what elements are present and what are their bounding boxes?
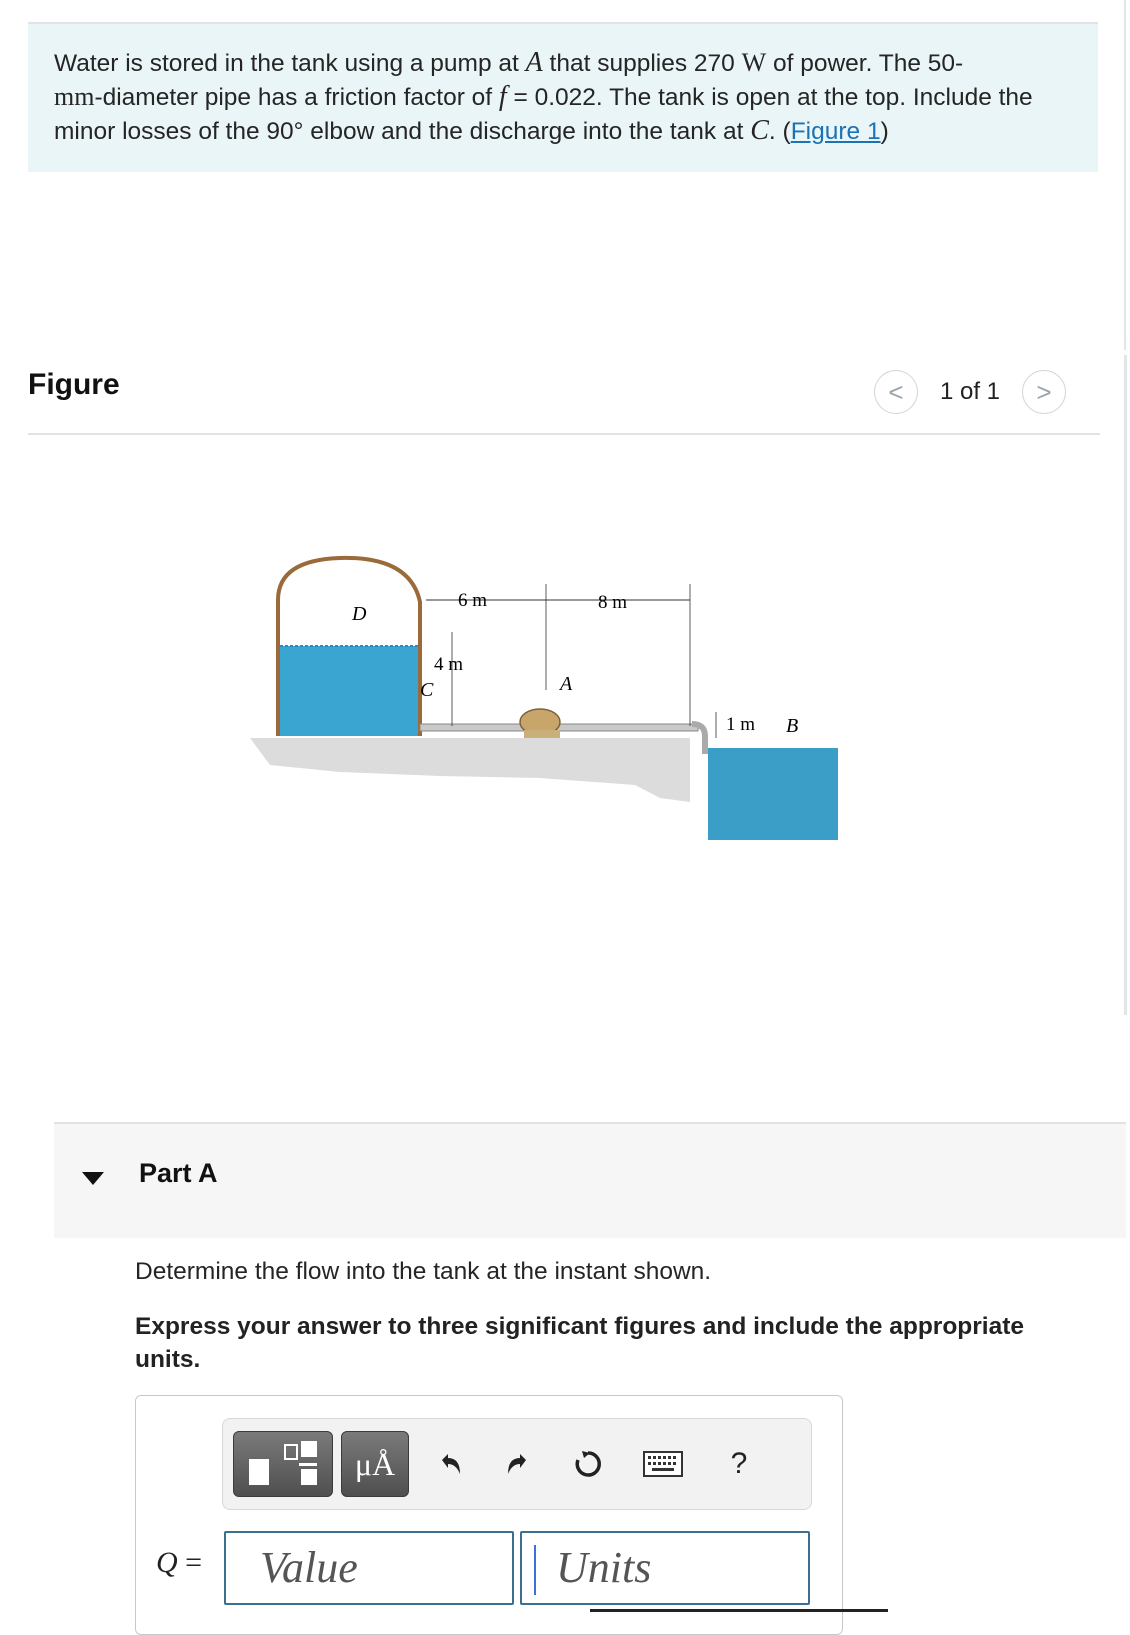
dimension-1m: 1 m <box>726 714 756 735</box>
dimension-8m: 8 m <box>598 592 628 613</box>
pump-base <box>524 730 560 738</box>
math-symbol: A <box>525 47 543 78</box>
dimension-4m: 4 m <box>434 654 464 675</box>
label-c: C <box>420 679 434 701</box>
answer-variable <box>156 1546 202 1580</box>
part-a-title: Part A <box>139 1158 218 1188</box>
prev-figure-button[interactable] <box>874 370 918 414</box>
tank-water <box>280 646 418 736</box>
problem-text: = 0.022. The tank is open at the top. Include the minor losses of the 90° elbow and the discharge into the tank at <box>54 84 1033 145</box>
collapse-caret-icon[interactable] <box>82 1172 104 1185</box>
keyboard-button[interactable] <box>641 1441 685 1487</box>
problem-text: of power. The 50- <box>766 50 964 77</box>
variable-symbol: Q <box>156 1546 178 1579</box>
dimension-6m: 6 m <box>458 590 488 611</box>
template-icon <box>245 1439 321 1489</box>
math-unit: mm <box>54 82 95 111</box>
right-divider <box>1124 355 1127 1015</box>
figure-count: 1 of 1 <box>939 378 1000 405</box>
template-button[interactable] <box>233 1431 333 1497</box>
units-symbols-button[interactable]: μÅ <box>341 1431 409 1497</box>
ground <box>250 738 690 802</box>
label-a: A <box>560 673 573 695</box>
part-a-header[interactable] <box>54 1122 1126 1238</box>
question-text: Determine the flow into the tank at the instant shown. <box>135 1258 712 1285</box>
reset-button[interactable] <box>566 1441 610 1487</box>
answer-box <box>135 1395 843 1635</box>
keyboard-icon <box>643 1451 683 1477</box>
instruction-text: Express your answer to three significant figures and include the appropriate units. <box>135 1313 1025 1373</box>
math-unit: W <box>741 48 767 77</box>
help-button[interactable]: ? <box>730 1447 748 1480</box>
reset-icon <box>571 1447 605 1481</box>
undo-icon <box>434 1448 466 1480</box>
problem-text: -diameter pipe has a friction factor of <box>94 84 499 111</box>
chevron-right-icon: > <box>1036 376 1052 407</box>
figure-link[interactable]: Figure 1 <box>790 118 881 145</box>
figure-pager <box>874 370 1066 414</box>
redo-button[interactable] <box>496 1441 540 1487</box>
problem-text: . ( <box>768 118 791 145</box>
undo-button[interactable] <box>428 1441 472 1487</box>
label-d: D <box>352 603 367 625</box>
label-b: B <box>786 715 799 737</box>
problem-text: that supplies 270 <box>542 50 742 77</box>
problem-text: Water is stored in the tank using a pump at <box>54 50 526 77</box>
reservoir-b <box>708 748 838 840</box>
problem-text: ) <box>880 118 889 145</box>
chevron-left-icon: < <box>888 376 904 407</box>
right-divider <box>1124 0 1126 350</box>
figure-title: Figure <box>28 368 120 401</box>
problem-statement <box>28 22 1098 172</box>
next-figure-button[interactable] <box>1022 370 1066 414</box>
figure-divider <box>28 433 1100 435</box>
equals-sign: = <box>177 1546 203 1579</box>
text-cursor <box>534 1545 536 1595</box>
redo-icon <box>502 1448 534 1480</box>
units-input[interactable] <box>520 1531 810 1605</box>
pump-tank-figure <box>240 540 840 860</box>
math-symbol: f <box>498 81 507 112</box>
value-input[interactable]: Value <box>224 1531 514 1605</box>
math-toolbar <box>222 1418 812 1510</box>
units-placeholder: Units <box>556 1543 652 1592</box>
math-symbol: C <box>750 115 769 146</box>
